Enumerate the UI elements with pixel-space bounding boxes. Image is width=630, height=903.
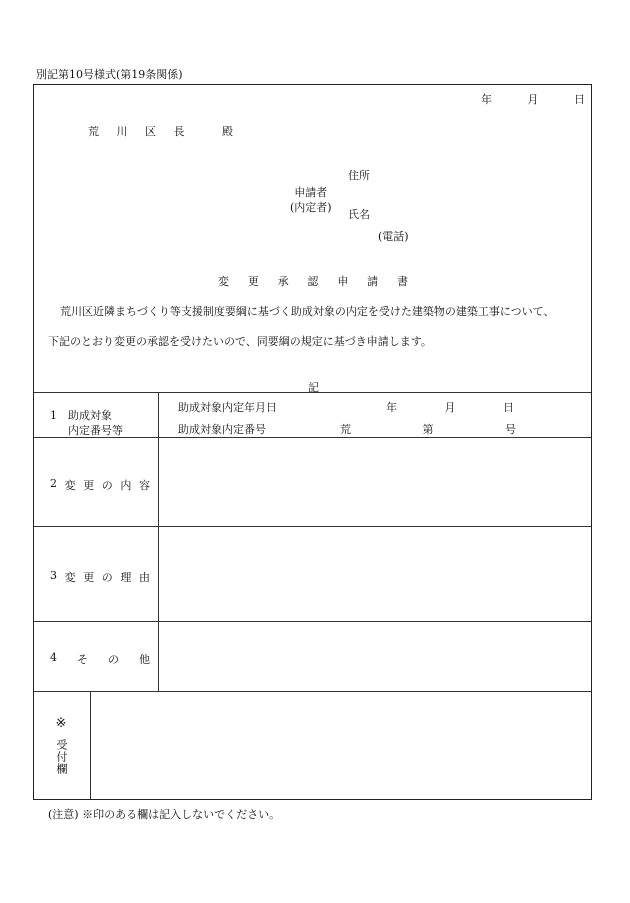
applicant-label-line1: 申請者 (294, 186, 328, 199)
label-char: の (108, 653, 119, 666)
row1-label-line1: 1 助成対象 (50, 409, 112, 422)
label-char: 更 (83, 571, 95, 584)
title-char: 書 (396, 275, 408, 288)
note: (注意) ※印のある欄は記入しないでください。 (48, 808, 281, 821)
label-char: の (101, 479, 113, 492)
recipient-honorific: 殿 (222, 125, 233, 138)
row1-label (50, 408, 123, 438)
body-text-line1: 荒川区近隣まちづくり等支援制度要綱に基づく助成対象の内定を受けた建築物の建築工事について、 (60, 305, 555, 318)
row-divider (34, 526, 591, 527)
change-reason-label (50, 569, 150, 585)
form-number: 別記第10号様式(第19条関係) (36, 68, 183, 81)
approval-date-field[interactable] (386, 399, 514, 415)
row-divider (34, 621, 591, 622)
other-field[interactable] (160, 623, 590, 690)
year-label: 年 (386, 401, 397, 414)
label-char: の (101, 571, 113, 584)
change-content-field[interactable] (160, 439, 590, 525)
applicant-label (290, 185, 332, 215)
number-dai: 第 (422, 423, 434, 436)
label-char: 4 (50, 651, 57, 664)
submission-date (481, 91, 585, 107)
reception-text: 受付欄 (55, 739, 68, 775)
label-char: 内 (120, 479, 132, 492)
application-form-frame (33, 84, 592, 800)
recipient-char: 荒 (88, 125, 99, 138)
approval-date-label: 助成対象内定年月日 (178, 401, 277, 414)
month-label: 月 (527, 93, 539, 106)
recipient (88, 123, 247, 139)
recipient-char: 川 (116, 125, 128, 138)
day-label: 日 (574, 93, 585, 106)
body-text-line2: 下記のとおり変更の承認を受けたいので、同要綱の規定に基づき申請します。 (48, 335, 432, 348)
label-char: 他 (139, 653, 150, 666)
row-divider (34, 691, 591, 692)
label-char: 容 (138, 479, 150, 492)
year-label: 年 (481, 93, 492, 106)
column-divider (158, 392, 159, 691)
approval-number-field[interactable] (340, 421, 516, 437)
label-char: 2 (50, 477, 57, 490)
number-prefix: 荒 (340, 423, 351, 436)
label-char: 変 (64, 479, 76, 492)
label-char: そ (77, 653, 88, 666)
address-label: 住所 (348, 169, 370, 182)
title-char: 認 (307, 275, 319, 288)
label-char: 変 (64, 571, 76, 584)
title-char: 申 (337, 275, 349, 288)
label-char: 理 (120, 571, 132, 584)
label-char: 由 (138, 571, 150, 584)
day-label: 日 (503, 401, 514, 414)
label-char: 更 (83, 479, 95, 492)
title-char: 更 (247, 275, 259, 288)
number-go: 号 (505, 423, 516, 436)
ki-heading: 記 (308, 381, 319, 394)
name-label: 氏名 (348, 208, 370, 221)
title-char: 変 (218, 275, 229, 288)
month-label: 月 (444, 401, 456, 414)
change-reason-field[interactable] (160, 528, 590, 620)
title-char: 請 (367, 275, 379, 288)
approval-number-label: 助成対象内定番号 (178, 423, 266, 436)
change-content-label (50, 477, 150, 493)
row1-label-line2: 内定番号等 (68, 424, 123, 437)
other-label (50, 651, 150, 667)
reception-mark: ※ (55, 716, 67, 731)
row-divider (34, 392, 591, 393)
label-char: 3 (50, 569, 57, 582)
document-title (218, 273, 408, 289)
recipient-char: 長 (173, 125, 185, 138)
recipient-char: 区 (145, 125, 156, 138)
reception-label (48, 717, 74, 775)
column-divider (90, 691, 91, 799)
reception-field (92, 693, 590, 797)
phone-label: (電話) (378, 230, 409, 243)
title-char: 承 (277, 275, 289, 288)
applicant-label-line2: (内定者) (290, 201, 332, 214)
